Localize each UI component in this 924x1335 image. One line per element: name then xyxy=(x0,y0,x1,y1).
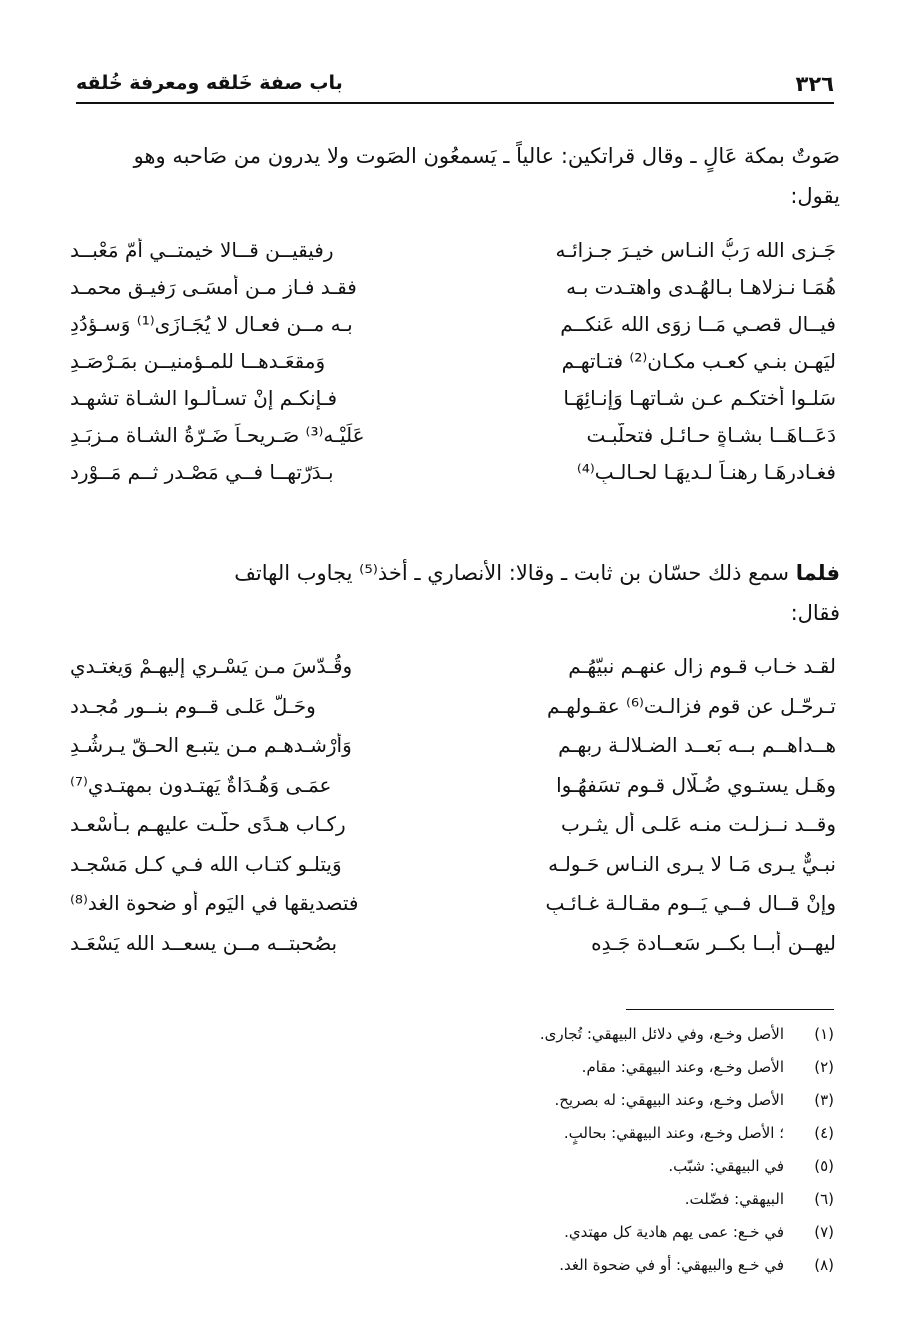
footnote xyxy=(134,1058,834,1091)
verse-second-hemistich: بـه مــن فعـال لا يُجَـازَى⁽¹⁾ وَسـؤدُدِ xyxy=(70,312,353,336)
verse xyxy=(70,812,836,852)
prose-text: سمع ذلك حسّان بن ثابت ـ وقالا: الأنصاري ـ أخذ⁽⁵⁾ يجاوب الهاتف xyxy=(234,561,796,585)
verse-second-hemistich: وقُـدّسَ مـن يَسْـري إليهـمْ وَيغتـدي xyxy=(70,654,353,678)
prose-line: صَوتٌ بمكة عَالٍ ـ وقال قراتكين: عالياً ـ يَسمعُون الصَوت ولا يدرون من صَاحبه وهو xyxy=(133,144,840,168)
verse xyxy=(70,852,836,892)
verse-first-hemistich: دَعَــاهَــا بشـاةٍ حـائـلٍ فتحلّبـت xyxy=(586,423,836,447)
footnote-number: (٢) xyxy=(814,1058,834,1076)
footnote-number: (٧) xyxy=(814,1223,834,1241)
footnote-text: الأصل وخـع، وعند البيهقي: له بصريح. xyxy=(554,1091,784,1109)
verse-first-hemistich: وقــد نــزلـت منـه عَلـى أَلِ يثـرب xyxy=(561,812,836,836)
verse xyxy=(70,654,836,694)
footnote-text: في خـع: عمى يهم هادية كل مهتدي. xyxy=(564,1223,784,1241)
verse-first-hemistich: لقـد خـاب قـوم زال عنهـم نبيّهُـم xyxy=(568,654,836,678)
verse-first-hemistich: فغـادرهَـا رهنـاً لـديهَـا لحـالـبٍ⁽⁴⁾ xyxy=(576,460,836,484)
poem-hassan xyxy=(70,654,836,970)
footnote xyxy=(134,1256,834,1289)
verse xyxy=(70,312,836,349)
footnote-number: (٦) xyxy=(814,1190,834,1208)
verse xyxy=(70,773,836,813)
footnote-text: الأصل وخـع، وعند البيهقي: مقام. xyxy=(581,1058,784,1076)
bold-word: فلما xyxy=(795,561,840,585)
footnote-divider xyxy=(626,1009,834,1010)
footnote xyxy=(134,1223,834,1256)
verse-first-hemistich: ليَهـن بنـي كعـب مكـان⁽²⁾ فتـاتهـم xyxy=(561,349,836,373)
prose-paragraph-1 xyxy=(74,136,840,216)
verse-first-hemistich: سَلـوا أختكـم عـن شـاتهـا وَإنـائِهَـا xyxy=(563,386,836,410)
verse xyxy=(70,349,836,386)
poem-hatif xyxy=(70,238,836,497)
footnote-text: في البيهقي: شبّب. xyxy=(668,1157,784,1175)
verse-second-hemistich: وَأرْشـدهـم مـن يتبـع الحـقّ يـرشُـدِ xyxy=(70,733,352,757)
verse-first-hemistich: هــداهــم بــه بَعــد الضـلالـة ربهـم xyxy=(558,733,836,757)
prose-paragraph-2 xyxy=(74,553,840,633)
footnote-number: (٤) xyxy=(814,1124,834,1142)
verse xyxy=(70,694,836,734)
verse-second-hemistich: فتصديقها في اليَوم أو ضحوة الغد⁽⁸⁾ xyxy=(70,891,359,915)
verse-first-hemistich: جَـزى الله رَبُّ النـاس خيـرَ جـزائـه xyxy=(555,238,836,262)
chapter-title: باب صفة خَلقه ومعرفة خُلقه xyxy=(76,72,343,94)
page-number: ٣٢٦ xyxy=(795,72,834,96)
verse-second-hemistich: فـإنكـم إنْ تسـألـوا الشـاة تشهـد xyxy=(70,386,338,410)
prose-line: يقول: xyxy=(790,184,840,208)
verse-second-hemistich: عَلَيْـه⁽³⁾ صَـريحـاً ضَـرّةُ الشـاة مـزبَـدِ xyxy=(70,423,365,447)
verse-second-hemistich: بـدَرّتهــا فــي مَصْـدر ثــم مَــوْرِد xyxy=(70,460,334,484)
verse-second-hemistich: وَيتلـو كتـاب الله فـي كـل مَسْجـد xyxy=(70,851,342,876)
footnote-text: ؛ الأصل وخـع، وعند البيهقي: بحالبٍ. xyxy=(563,1124,784,1142)
verse xyxy=(70,931,836,971)
footnote xyxy=(134,1157,834,1190)
prose-line: فقال: xyxy=(790,601,840,625)
footnote-number: (٥) xyxy=(814,1157,834,1175)
verse-second-hemistich: عمَـى وَهُـدَاةٌ يَهتـدون بمهتـدي⁽⁷⁾ xyxy=(70,772,332,797)
footnote xyxy=(134,1190,834,1223)
footnote-number: (١) xyxy=(814,1025,834,1043)
verse-first-hemistich: وإنْ قــال فــي يَــوم مقـالـة غـائـبٍ xyxy=(545,891,836,915)
verse-second-hemistich: وحَـلّ عَلـى قــوم بنــور مُجـدد xyxy=(70,693,316,718)
verse xyxy=(70,423,836,460)
footnote-text: الأصل وخـع، وفي دلائل البيهقي: تُجارى. xyxy=(539,1025,784,1043)
footnote-text: في خـع والبيهقي: أو في ضحوة الغد. xyxy=(559,1256,784,1274)
verse-second-hemistich: بصُحبتــه مــن يسعــد الله يَسْعَـد xyxy=(70,930,338,955)
verse-second-hemistich: رفيقيــن قــالا خيمتــي أمّ مَعْبــد xyxy=(70,238,334,262)
verse xyxy=(70,733,836,773)
verse xyxy=(70,460,836,497)
verse xyxy=(70,386,836,423)
footnote-number: (٣) xyxy=(814,1091,834,1109)
verse-second-hemistich: وَمقعَـدهــا للمـؤمنيــن بمَـرْصَـدِ xyxy=(70,349,326,373)
verse-second-hemistich: فقـد فـاز مـن أمسَـى رَفيـق محمـد xyxy=(70,275,357,299)
verse xyxy=(70,238,836,275)
verse-first-hemistich: نبـيٌّ يـرى مَـا لا يـرى النـاس حَـولـه xyxy=(548,851,836,876)
verse-first-hemistich: فيــال قصـي مَــا زوَى الله عَنكــم xyxy=(560,312,836,336)
footnote-number: (٨) xyxy=(814,1256,834,1274)
prose-line xyxy=(74,553,840,593)
verse-second-hemistich: ركـاب هـدًى حلّـت عليهـم بـأسْعـد xyxy=(70,812,346,836)
footnote xyxy=(134,1124,834,1157)
footnote-text: البيهقي: فضّلت. xyxy=(684,1190,784,1208)
verse xyxy=(70,275,836,312)
footnotes xyxy=(134,1025,834,1289)
footnote xyxy=(134,1091,834,1124)
running-head xyxy=(76,68,834,104)
verse-first-hemistich: وهَـل يستـوي ضُـلّال قـوم تسَفهُـوا xyxy=(556,772,836,797)
footnote xyxy=(134,1025,834,1058)
verse xyxy=(70,891,836,931)
verse-first-hemistich: هُمَـا نـزلاهـا بـالهُـدى واهتـدت بـه xyxy=(566,275,836,299)
verse-first-hemistich: تـرحّـل عن قومٍ فزالـت⁽⁶⁾ عقـولهـم xyxy=(546,693,836,718)
verse-first-hemistich: ليهــن أبــا بكــر سَعــادة جَـدِه xyxy=(591,930,836,955)
